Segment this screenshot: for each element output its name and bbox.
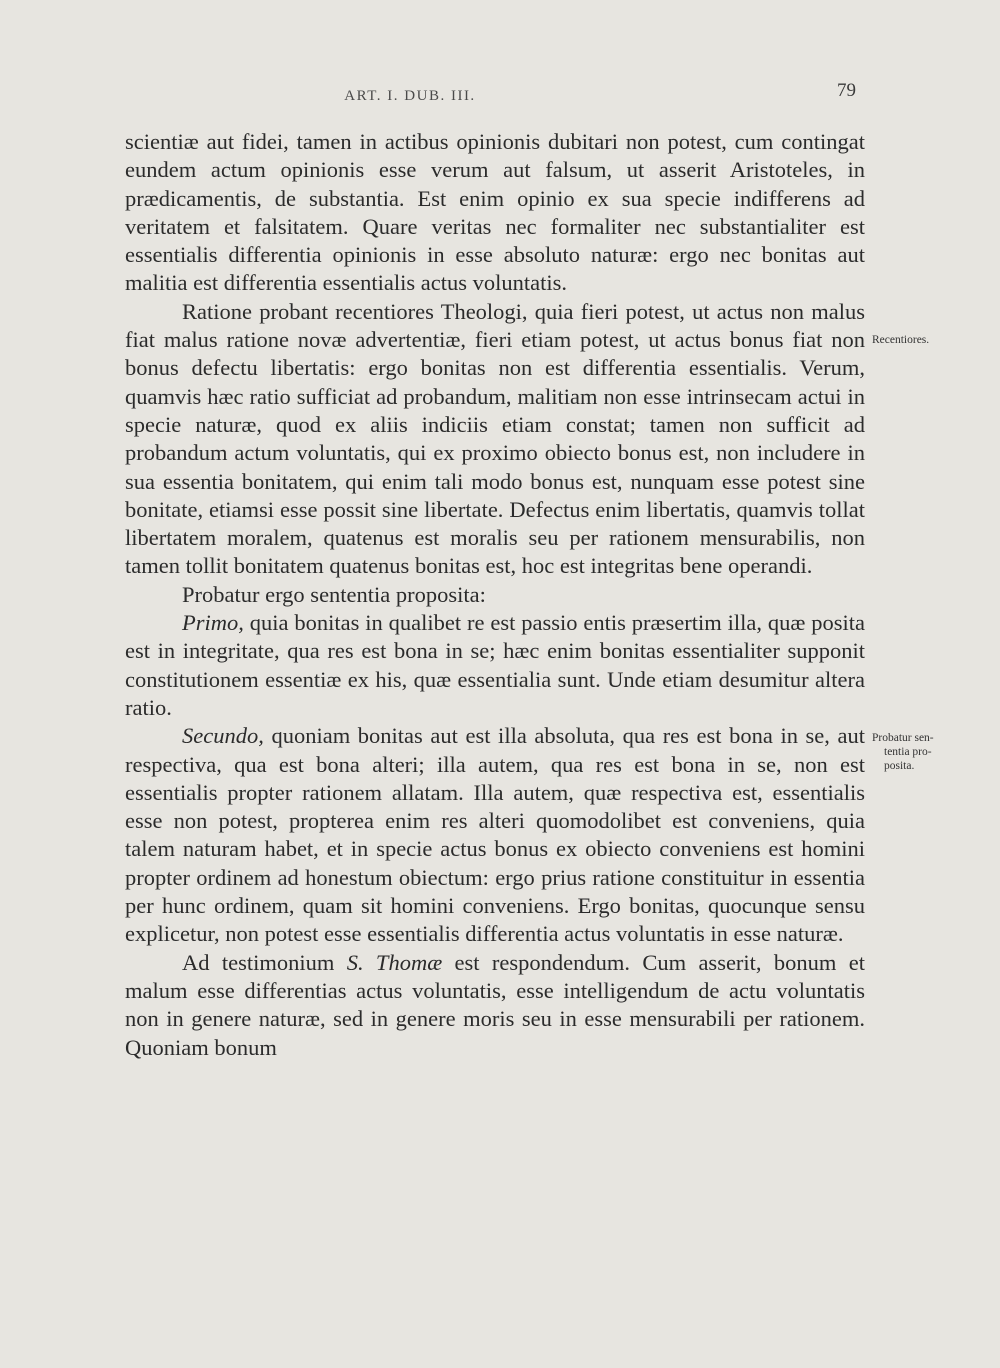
margin-note-probatur-line-3: posita.: [884, 760, 915, 772]
paragraph-6-reference: S. Thomæ: [346, 949, 443, 975]
paragraph-6-text: est respondendum. Cum asserit, bonum et malum esse differentias actus voluntatis, esse intelligendum de actu voluntatis non in genere naturæ, sed in genere moris seu in esse mensurabili per rationem. Quoniam bonum: [125, 949, 865, 1060]
paragraph-2: Ratione probant recentiores Theologi, quia fieri potest, ut actus non malus fiat malus ratione novæ advertentiæ, fieri etiam potest, ut actus bonus fiat non bonus defectu libertatis: ergo bonitas non est differentia essentialis. Verum, quamvis hæc ratio sufficiat ad probandum, malitiam non esse intrinsecam actui in specie naturæ, quod ex aliis indiciis etiam constat; tamen non sufficit ad probandum actum voluntatis, qui ex proximo obiecto bonus est, non includere in sua essentia bonitatem, qui enim tali modo bonus est, nunquam esse potest sine bonitate, etiamsi esse possit sine libertate. Defectus enim libertatis, quamvis tollat libertatem moralem, quatenus est moralis seu per rationem mensurabilis, non tamen tollit bonitatem quatenus bonitas est, hoc est integritas bene operandi.: [125, 298, 865, 579]
paragraph-4: [125, 609, 865, 722]
margin-note-recentiores: Recentiores.: [872, 334, 930, 346]
paragraph-5: [125, 722, 865, 948]
paragraph-6: [125, 949, 865, 1062]
paragraph-3: Probatur ergo sententia proposita:: [182, 581, 486, 607]
paragraph-5-text: quoniam bonitas aut est illa absoluta, qua res est bona in se, aut respectiva, qua est bona alteri; illa autem, qua res est bona in se, non est essentialis propter rationem allatam. Illa autem, quæ respectiva est, essentialis esse non potest, propterea enim res alteri quomodolibet est conveniens, quia talem naturam habet, et in specie actus bonus ex obiecto conveniens est homini propter ordinem ad honestum obiectum: ergo prius ratione constituitur in essentia per hunc ordinem, quam sit homini conveniens. Ergo bonitas, quocunque sensu explicetur, non potest esse essentialis differentia actus voluntatis in esse naturæ.: [125, 723, 865, 947]
margin-note-probatur: [872, 731, 994, 773]
running-head: ART. I. DUB. III.: [344, 88, 476, 104]
paragraph-4-lead: Primo,: [182, 610, 244, 636]
margin-note-probatur-line-2: tentia pro-: [884, 746, 932, 758]
body-text: [125, 128, 865, 1062]
paragraph-4-text: quia bonitas in qualibet re est passio entis præsertim illa, quæ posita est in integritate, qua res est bona in se; hæc enim bonitas essentialiter supponit constitutionem essentiæ ex his, quæ essentialia sunt. Unde etiam desumitur altera ratio.: [125, 610, 865, 720]
page-number: 79: [837, 80, 856, 101]
paragraph-1: scientiæ aut fidei, tamen in actibus opinionis dubitari non potest, cum contingat eundem actum opinionis esse verum aut falsum, ut asserit Aristoteles, in prædicamentis, de substantia. Est enim opinio ex sua specie indifferens ad veritatem et falsitatem. Quare veritas nec formaliter nec substantialiter est essentialis differentia opinionis in esse absoluto naturæ: ergo nec bonitas aut malitia est differentia essentialis actus voluntatis.: [125, 129, 865, 296]
margin-note-probatur-line-1: Probatur sen-: [872, 732, 934, 744]
paragraph-6-start: Ad testimonium: [182, 949, 347, 975]
page-header: [130, 80, 870, 110]
paragraph-5-lead: Secundo,: [182, 723, 264, 749]
